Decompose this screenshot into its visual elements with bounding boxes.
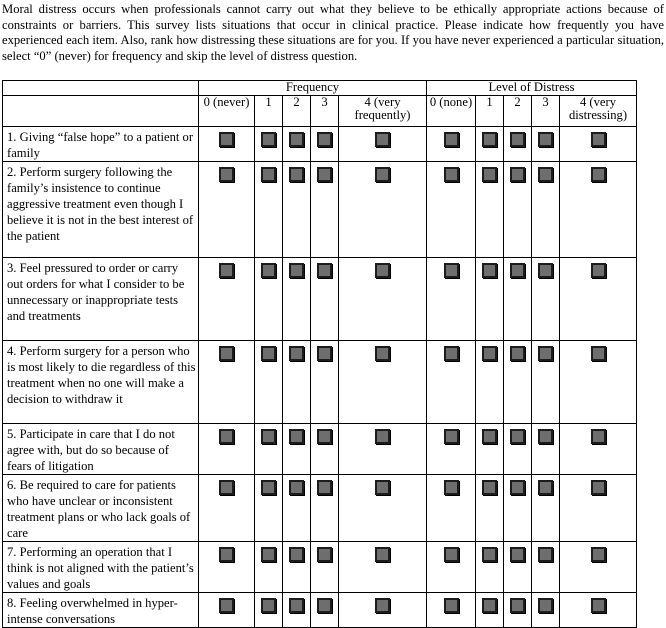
table-row xyxy=(3,341,637,424)
distress-checkbox[interactable] xyxy=(591,263,606,278)
distress-option-cell xyxy=(504,542,532,593)
frequency-option-cell xyxy=(199,424,255,475)
question-label: 2. Perform surgery following the family’s insistence to continue aggressive treatment even though I believe it is not in the best interest of the patient xyxy=(3,162,199,258)
frequency-checkbox[interactable] xyxy=(219,263,234,278)
frequency-checkbox[interactable] xyxy=(219,132,234,147)
distress-checkbox[interactable] xyxy=(482,132,497,147)
distress-checkbox[interactable] xyxy=(444,480,459,495)
distress-checkbox[interactable] xyxy=(538,480,553,495)
distress-option-cell xyxy=(427,341,476,424)
distress-option-cell xyxy=(532,127,560,162)
table-row xyxy=(3,542,637,593)
distress-option-cell xyxy=(560,341,637,424)
distress-option-cell xyxy=(504,475,532,542)
distress-checkbox[interactable] xyxy=(510,547,525,562)
distress-option-cell xyxy=(427,424,476,475)
frequency-option-cell xyxy=(255,593,283,628)
frequency-option-cell xyxy=(255,542,283,593)
question-label: 6. Be required to care for patients who have unclear or inconsistent treatment plans or who lack goals of care xyxy=(3,475,199,542)
question-label: 3. Feel pressured to order or carry out orders for what I consider to be unnecessary or inappropriate tests and treatments xyxy=(3,258,199,341)
frequency-option-cell xyxy=(283,162,311,258)
frequency-checkbox[interactable] xyxy=(375,263,390,278)
frequency-checkbox[interactable] xyxy=(261,547,276,562)
frequency-checkbox[interactable] xyxy=(289,167,304,182)
frequency-scale-3: 3 xyxy=(311,96,339,127)
distress-option-cell xyxy=(504,341,532,424)
frequency-option-cell xyxy=(339,162,427,258)
distress-option-cell xyxy=(504,127,532,162)
frequency-option-cell xyxy=(339,258,427,341)
distress-option-cell xyxy=(476,593,504,628)
table-row xyxy=(3,162,637,258)
table-row xyxy=(3,424,637,475)
distress-option-cell xyxy=(476,542,504,593)
frequency-option-cell xyxy=(311,258,339,341)
frequency-checkbox[interactable] xyxy=(375,132,390,147)
frequency-option-cell xyxy=(199,127,255,162)
frequency-checkbox[interactable] xyxy=(317,132,332,147)
distress-option-cell xyxy=(504,424,532,475)
distress-checkbox[interactable] xyxy=(538,263,553,278)
distress-checkbox[interactable] xyxy=(510,429,525,444)
distress-option-cell xyxy=(427,258,476,341)
distress-checkbox[interactable] xyxy=(444,132,459,147)
frequency-checkbox[interactable] xyxy=(375,346,390,361)
distress-option-cell xyxy=(476,341,504,424)
distress-option-cell xyxy=(427,475,476,542)
distress-checkbox[interactable] xyxy=(444,429,459,444)
frequency-checkbox[interactable] xyxy=(219,167,234,182)
frequency-checkbox[interactable] xyxy=(261,167,276,182)
distress-option-cell xyxy=(560,542,637,593)
frequency-option-cell xyxy=(283,542,311,593)
distress-checkbox[interactable] xyxy=(538,132,553,147)
distress-option-cell xyxy=(427,542,476,593)
distress-checkbox[interactable] xyxy=(482,598,497,613)
frequency-checkbox[interactable] xyxy=(289,480,304,495)
frequency-checkbox[interactable] xyxy=(261,429,276,444)
frequency-checkbox[interactable] xyxy=(375,167,390,182)
frequency-checkbox[interactable] xyxy=(219,480,234,495)
distress-checkbox[interactable] xyxy=(538,598,553,613)
distress-option-cell xyxy=(560,258,637,341)
frequency-option-cell xyxy=(339,475,427,542)
distress-option-cell xyxy=(560,127,637,162)
frequency-checkbox[interactable] xyxy=(375,547,390,562)
frequency-checkbox[interactable] xyxy=(219,547,234,562)
distress-option-cell xyxy=(476,162,504,258)
frequency-option-cell xyxy=(311,424,339,475)
distress-checkbox[interactable] xyxy=(538,346,553,361)
frequency-scale-0: 0 (never) xyxy=(199,96,255,127)
frequency-checkbox[interactable] xyxy=(289,429,304,444)
frequency-option-cell xyxy=(339,542,427,593)
distress-option-cell xyxy=(476,424,504,475)
distress-checkbox[interactable] xyxy=(482,429,497,444)
frequency-group-header: Frequency xyxy=(199,81,427,96)
frequency-option-cell xyxy=(199,341,255,424)
frequency-option-cell xyxy=(199,258,255,341)
distress-option-cell xyxy=(532,258,560,341)
distress-option-cell xyxy=(560,162,637,258)
frequency-checkbox[interactable] xyxy=(317,480,332,495)
frequency-checkbox[interactable] xyxy=(289,263,304,278)
distress-checkbox[interactable] xyxy=(482,346,497,361)
survey-table xyxy=(2,80,637,628)
question-label: 8. Feeling overwhelmed in hyper-intense conversations xyxy=(3,593,199,628)
distress-checkbox[interactable] xyxy=(591,429,606,444)
frequency-option-cell xyxy=(255,258,283,341)
table-row xyxy=(3,593,637,628)
frequency-option-cell xyxy=(283,127,311,162)
distress-checkbox[interactable] xyxy=(482,263,497,278)
distress-checkbox[interactable] xyxy=(538,547,553,562)
distress-checkbox[interactable] xyxy=(538,429,553,444)
frequency-checkbox[interactable] xyxy=(219,598,234,613)
distress-option-cell xyxy=(427,127,476,162)
distress-option-cell xyxy=(476,127,504,162)
distress-checkbox[interactable] xyxy=(591,132,606,147)
distress-option-cell xyxy=(560,593,637,628)
distress-option-cell xyxy=(504,258,532,341)
item-header-cell xyxy=(3,96,199,127)
frequency-checkbox[interactable] xyxy=(289,598,304,613)
distress-checkbox[interactable] xyxy=(444,547,459,562)
distress-option-cell xyxy=(504,593,532,628)
distress-group-header: Level of Distress xyxy=(427,81,637,96)
question-label: 7. Performing an operation that I think is not aligned with the patient’s values and goals xyxy=(3,542,199,593)
frequency-checkbox[interactable] xyxy=(317,346,332,361)
distress-checkbox[interactable] xyxy=(591,547,606,562)
distress-option-cell xyxy=(476,475,504,542)
frequency-scale-2: 2 xyxy=(283,96,311,127)
distress-checkbox[interactable] xyxy=(482,480,497,495)
frequency-scale-1: 1 xyxy=(255,96,283,127)
distress-scale-2: 2 xyxy=(504,96,532,127)
corner-cell xyxy=(3,81,199,96)
frequency-option-cell xyxy=(311,475,339,542)
frequency-checkbox[interactable] xyxy=(317,429,332,444)
distress-option-cell xyxy=(476,258,504,341)
frequency-option-cell xyxy=(283,593,311,628)
frequency-checkbox[interactable] xyxy=(261,263,276,278)
frequency-checkbox[interactable] xyxy=(317,598,332,613)
distress-checkbox[interactable] xyxy=(591,167,606,182)
frequency-checkbox[interactable] xyxy=(375,598,390,613)
distress-checkbox[interactable] xyxy=(444,598,459,613)
frequency-option-cell xyxy=(311,162,339,258)
frequency-option-cell xyxy=(311,127,339,162)
table-row xyxy=(3,475,637,542)
intro-paragraph: Moral distress occurs when professionals cannot carry out what they believe to be ethically appropriate actions because of constraints or barriers. This survey lists situations that occur in clinical practice. Please indicate how frequently you have experienced each item. Also, rank how distressing these situations are for you. If you have never experienced a particular situation, select “0” (never) for frequency and skip the level of distress question. xyxy=(2,2,664,63)
distress-scale-3: 3 xyxy=(532,96,560,127)
distress-checkbox[interactable] xyxy=(482,167,497,182)
frequency-checkbox[interactable] xyxy=(219,429,234,444)
frequency-option-cell xyxy=(339,341,427,424)
distress-checkbox[interactable] xyxy=(444,346,459,361)
frequency-option-cell xyxy=(311,593,339,628)
frequency-option-cell xyxy=(311,341,339,424)
frequency-checkbox[interactable] xyxy=(289,346,304,361)
distress-option-cell xyxy=(532,162,560,258)
frequency-option-cell xyxy=(255,424,283,475)
distress-checkbox[interactable] xyxy=(591,480,606,495)
frequency-option-cell xyxy=(283,475,311,542)
distress-scale-0: 0 (none) xyxy=(427,96,476,127)
question-label: 1. Giving “false hope” to a patient or family xyxy=(3,127,199,162)
distress-option-cell xyxy=(504,162,532,258)
frequency-option-cell xyxy=(199,593,255,628)
table-row xyxy=(3,258,637,341)
question-label: 5. Participate in care that I do not agree with, but do so because of fears of litigation xyxy=(3,424,199,475)
frequency-checkbox[interactable] xyxy=(261,132,276,147)
distress-checkbox[interactable] xyxy=(444,263,459,278)
frequency-checkbox[interactable] xyxy=(289,547,304,562)
frequency-scale-4: 4 (very frequently) xyxy=(339,96,427,127)
frequency-checkbox[interactable] xyxy=(375,480,390,495)
frequency-checkbox[interactable] xyxy=(261,598,276,613)
distress-checkbox[interactable] xyxy=(444,167,459,182)
distress-scale-1: 1 xyxy=(476,96,504,127)
distress-checkbox[interactable] xyxy=(482,547,497,562)
frequency-option-cell xyxy=(283,341,311,424)
frequency-option-cell xyxy=(339,593,427,628)
frequency-option-cell xyxy=(311,542,339,593)
table-row xyxy=(3,127,637,162)
frequency-checkbox[interactable] xyxy=(317,167,332,182)
frequency-option-cell xyxy=(255,341,283,424)
distress-option-cell xyxy=(427,162,476,258)
distress-option-cell xyxy=(532,341,560,424)
frequency-option-cell xyxy=(255,127,283,162)
distress-checkbox[interactable] xyxy=(510,598,525,613)
distress-checkbox[interactable] xyxy=(510,167,525,182)
frequency-checkbox[interactable] xyxy=(289,132,304,147)
frequency-checkbox[interactable] xyxy=(317,547,332,562)
frequency-checkbox[interactable] xyxy=(261,346,276,361)
distress-option-cell xyxy=(532,424,560,475)
distress-checkbox[interactable] xyxy=(510,132,525,147)
distress-checkbox[interactable] xyxy=(538,167,553,182)
frequency-option-cell xyxy=(255,475,283,542)
distress-checkbox[interactable] xyxy=(591,598,606,613)
frequency-option-cell xyxy=(199,475,255,542)
distress-checkbox[interactable] xyxy=(510,480,525,495)
frequency-option-cell xyxy=(199,162,255,258)
distress-checkbox[interactable] xyxy=(510,263,525,278)
frequency-option-cell xyxy=(339,424,427,475)
distress-scale-4: 4 (very distressing) xyxy=(560,96,637,127)
distress-option-cell xyxy=(532,542,560,593)
frequency-option-cell xyxy=(255,162,283,258)
distress-option-cell xyxy=(532,593,560,628)
frequency-option-cell xyxy=(199,542,255,593)
distress-checkbox[interactable] xyxy=(591,346,606,361)
distress-option-cell xyxy=(560,424,637,475)
frequency-option-cell xyxy=(283,424,311,475)
question-label: 4. Perform surgery for a person who is most likely to die regardless of this treatment when no one will make a decision to withdraw it xyxy=(3,341,199,424)
frequency-checkbox[interactable] xyxy=(219,346,234,361)
distress-option-cell xyxy=(532,475,560,542)
distress-option-cell xyxy=(560,475,637,542)
frequency-option-cell xyxy=(283,258,311,341)
frequency-checkbox[interactable] xyxy=(261,480,276,495)
distress-option-cell xyxy=(427,593,476,628)
distress-checkbox[interactable] xyxy=(510,346,525,361)
frequency-option-cell xyxy=(339,127,427,162)
frequency-checkbox[interactable] xyxy=(317,263,332,278)
frequency-checkbox[interactable] xyxy=(375,429,390,444)
